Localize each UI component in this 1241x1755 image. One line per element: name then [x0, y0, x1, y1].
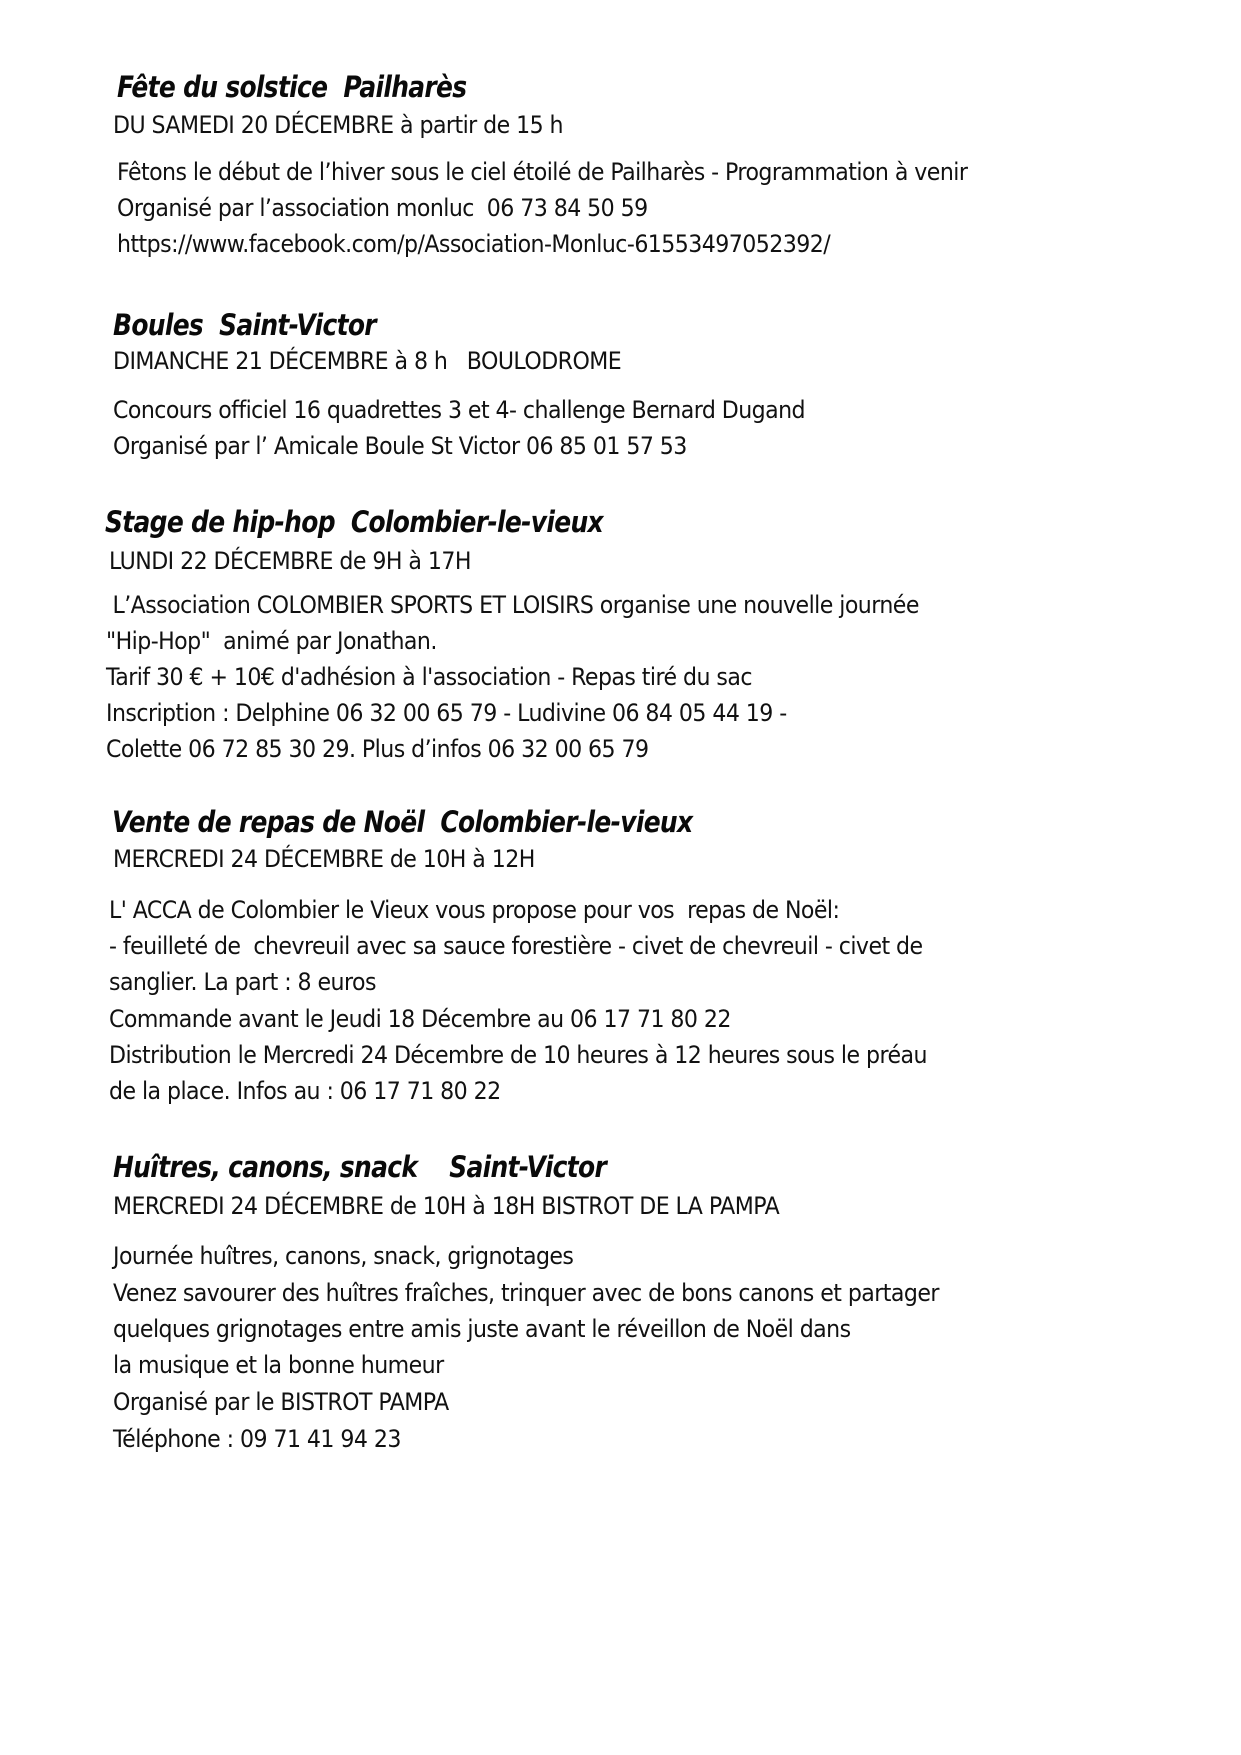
- event-description: L' ACCA de Colombier le Vieux vous propose pour vos repas de Noël:: [109, 896, 840, 924]
- event-contact: Inscription : Delphine 06 32 00 65 79 - Ludivine 06 84 05 44 19 -: [106, 699, 787, 727]
- event-contact: Colette 06 72 85 30 29. Plus d’infos 06 32 00 65 79: [106, 735, 649, 763]
- event-organizer: Organisé par l’association monluc 06 73 84 50 59: [117, 194, 648, 222]
- event-description: Venez savourer des huîtres fraîches, trinquer avec de bons canons et partager: [113, 1279, 939, 1307]
- event-description: - feuilleté de chevreuil avec sa sauce forestière - civet de chevreuil - civet de: [109, 932, 923, 960]
- event-date: LUNDI 22 DÉCEMBRE de 9H à 17H: [109, 547, 471, 575]
- event-price: sanglier. La part : 8 euros: [109, 968, 376, 996]
- event-title: Fête du solstice Pailharès: [117, 70, 467, 104]
- event-date: DIMANCHE 21 DÉCEMBRE à 8 h BOULODROME: [113, 347, 622, 375]
- event-date: MERCREDI 24 DÉCEMBRE de 10H à 12H: [113, 845, 535, 873]
- event-description: quelques grignotages entre amis juste avant le réveillon de Noël dans: [113, 1315, 851, 1343]
- event-title: Huîtres, canons, snack Saint-Victor: [113, 1150, 607, 1184]
- event-organizer: Organisé par l’ Amicale Boule St Victor 06 85 01 57 53: [113, 432, 687, 460]
- event-price: Tarif 30 € + 10€ d'adhésion à l'association - Repas tiré du sac: [106, 663, 752, 691]
- event-contact: de la place. Infos au : 06 17 71 80 22: [109, 1077, 501, 1105]
- event-link[interactable]: https://www.facebook.com/p/Association-Monluc-61553497052392/: [117, 230, 831, 258]
- event-title: Stage de hip-hop Colombier-le-vieux: [105, 505, 603, 539]
- event-phone: Téléphone : 09 71 41 94 23: [113, 1425, 401, 1453]
- event-description: "Hip-Hop" animé par Jonathan.: [106, 627, 437, 655]
- event-title: Boules Saint-Victor: [113, 308, 376, 342]
- event-description: la musique et la bonne humeur: [113, 1351, 444, 1379]
- event-description: L’Association COLOMBIER SPORTS ET LOISIRS organise une nouvelle journée: [106, 591, 919, 619]
- event-date: DU SAMEDI 20 DÉCEMBRE à partir de 15 h: [113, 111, 564, 139]
- event-description: Concours officiel 16 quadrettes 3 et 4- challenge Bernard Dugand: [113, 396, 806, 424]
- event-description: Fêtons le début de l’hiver sous le ciel étoilé de Pailharès - Programmation à venir: [117, 158, 968, 186]
- event-title: Vente de repas de Noël Colombier-le-vieux: [112, 805, 693, 839]
- event-description: Journée huîtres, canons, snack, grignotages: [113, 1242, 574, 1270]
- event-order-info: Commande avant le Jeudi 18 Décembre au 06 17 71 80 22: [109, 1005, 731, 1033]
- event-distribution-info: Distribution le Mercredi 24 Décembre de 10 heures à 12 heures sous le préau: [109, 1041, 927, 1069]
- event-organizer: Organisé par le BISTROT PAMPA: [113, 1388, 449, 1416]
- event-date: MERCREDI 24 DÉCEMBRE de 10H à 18H BISTROT DE LA PAMPA: [113, 1192, 780, 1220]
